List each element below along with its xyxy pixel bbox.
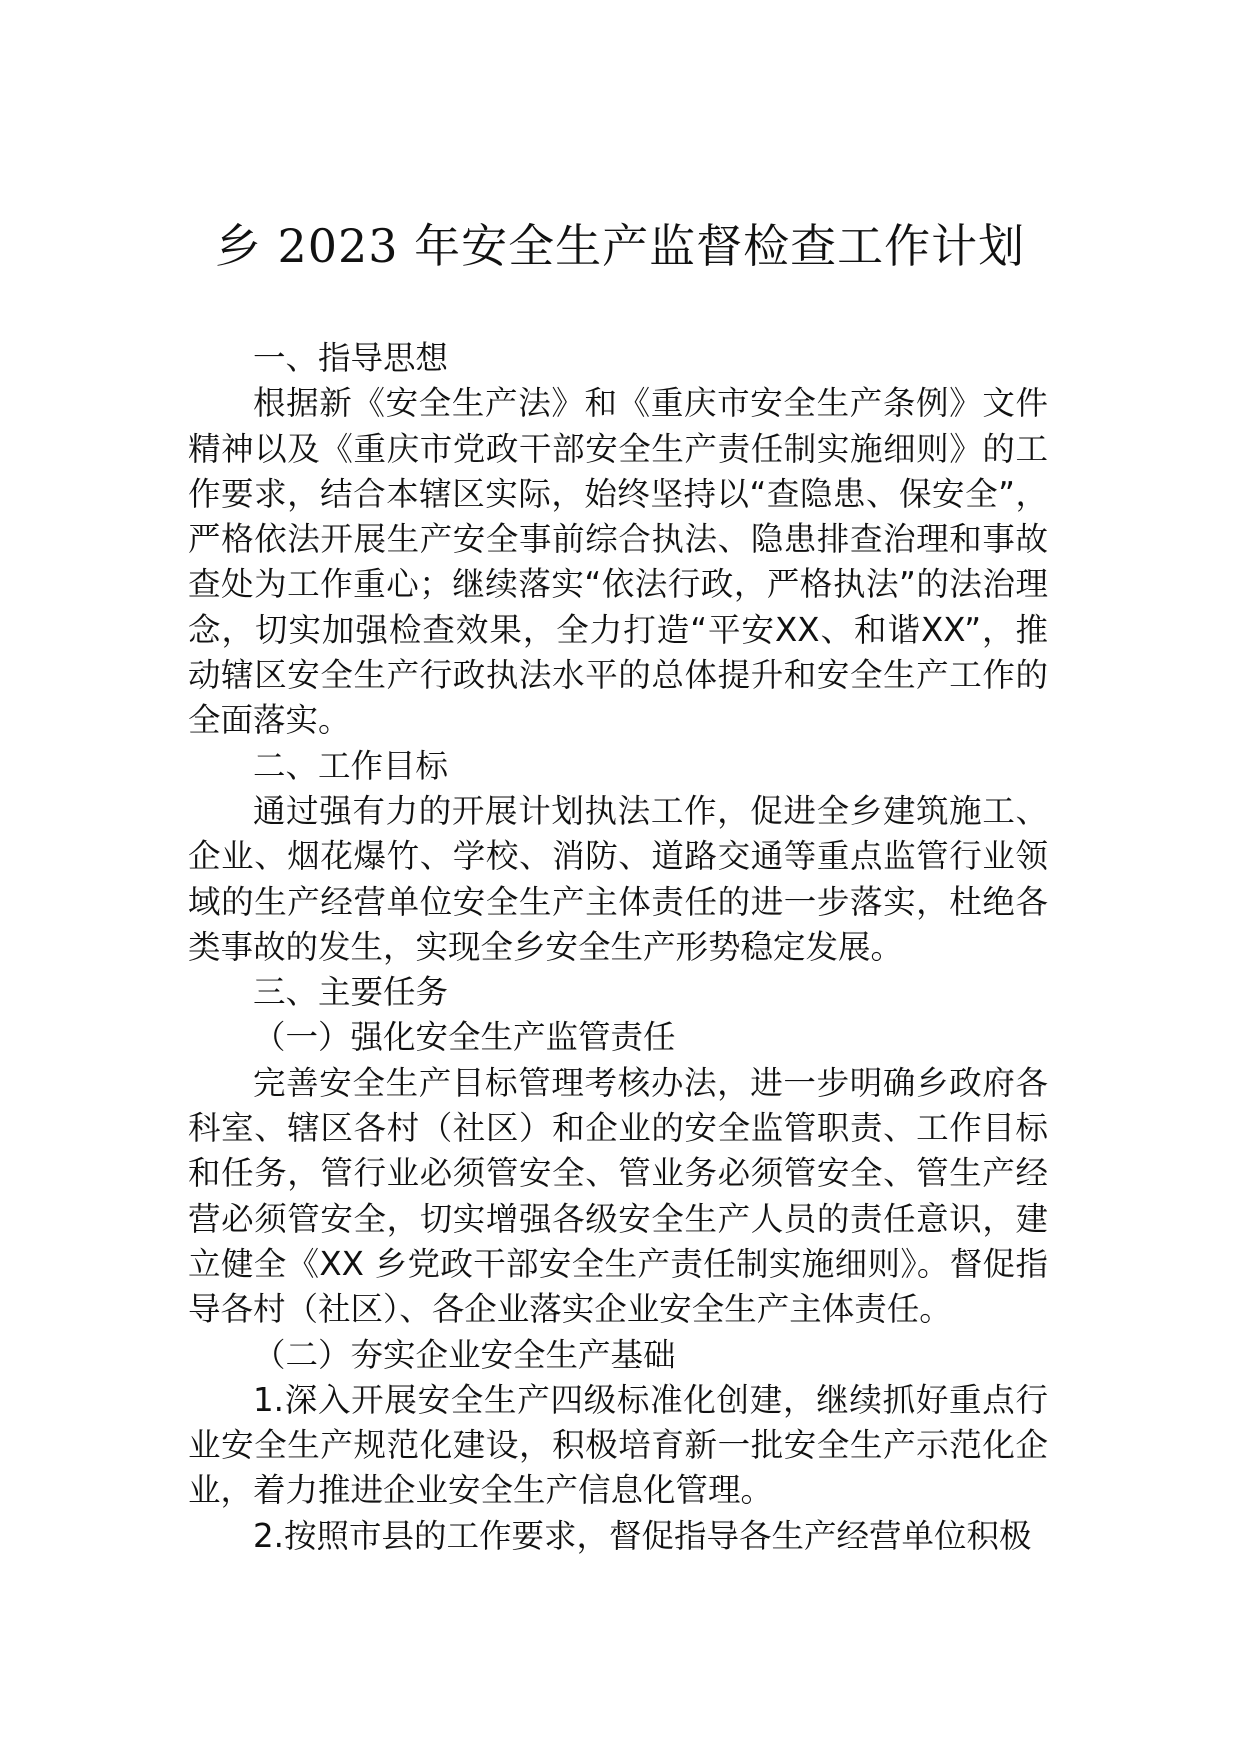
paragraph-work-goals: 通过强有力的开展计划执法工作，促进全乡建筑施工、企业、烟花爆竹、学校、消防、道路交通等重点监管行业领域的生产经营单位安全生产主体责任的进一步落实，杜绝各类事故的发生，实现全乡安全生产形势稳定发展。 — [188, 791, 1048, 966]
subsection-heading-safety-foundation: （二）夯实企业安全生产基础 — [253, 1335, 676, 1374]
document-body — [188, 336, 1048, 1559]
paragraph-supervision-responsibility: 完善安全生产目标管理考核办法，进一步明确乡政府各科室、辖区各村（社区）和企业的安全监管职责、工作目标和任务，管行业必须管安全、管业务必须管安全、管生产经营必须管安全，切实增强各级安全生产人员的责任意识，建立健全《XX 乡党政干部安全生产责任制实施细则》。督促指导各村（社区）、各企业落实企业安全生产主体责任。 — [188, 1063, 1048, 1329]
section-heading-work-goals: 二、工作目标 — [253, 746, 449, 785]
section-heading-guiding-ideology: 一、指导思想 — [253, 339, 449, 377]
paragraph-item-1: 1.深入开展安全生产四级标准化创建，继续抓好重点行业安全生产规范化建设，积极培育新一批安全生产示范化企业，着力推进企业安全生产信息化管理。 — [188, 1380, 1048, 1510]
subsection-heading-supervision-responsibility: （一）强化安全生产监管责任 — [253, 1018, 676, 1057]
section-heading-main-tasks: 三、主要任务 — [253, 973, 449, 1012]
document-title: 乡 2023 年安全生产监督检查工作计划 — [214, 219, 1026, 273]
paragraph-item-2: 2.按照市县的工作要求，督促指导各生产经营单位积极 — [253, 1516, 1032, 1555]
paragraph-guiding-ideology: 根据新《安全生产法》和《重庆市安全生产条例》文件精神以及《重庆市党政干部安全生产责任制实施细则》的工作要求，结合本辖区实际，始终坚持以“查隐患、保安全”，严格依法开展生产安全事前综合执法、隐患排查治理和事故查处为工作重心；继续落实“依法行政，严格执法”的法治理念，切实加强检查效果，全力打造“平安XX、和谐XX”，推动辖区安全生产行政执法水平的总体提升和安全生产工作的全面落实。 — [188, 384, 1048, 740]
